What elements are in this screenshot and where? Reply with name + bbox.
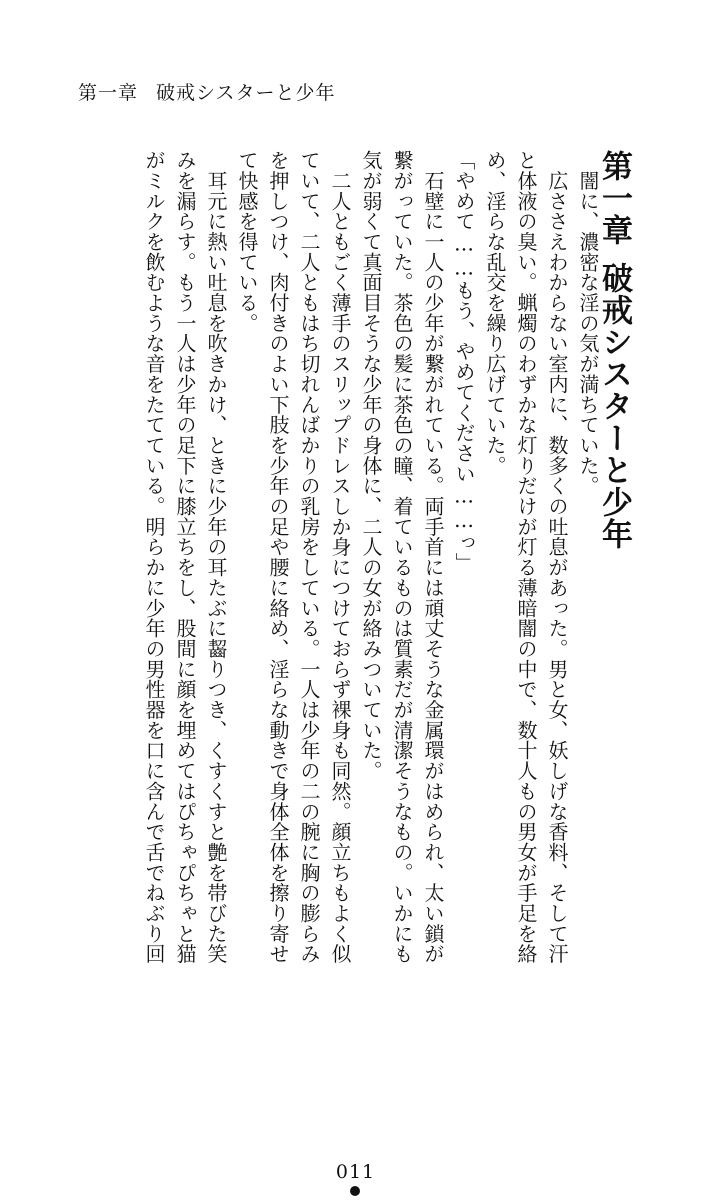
body-line: 「やめて……もう、やめてください……っ」 — [452, 150, 476, 573]
body-line: ていて、二人ともはち切れんばかりの乳房をしている。一人は少年の二の腕に胸の膨らみ — [297, 150, 321, 964]
body-line: と体液の臭い。蝋燭のわずかな灯りだけが灯る薄暗闇の中で、数十人もの男女が手足を絡 — [514, 150, 538, 964]
body-line: みを漏らす。もう一人は少年の足下に膝立ちをし、股間に顔を埋めてはぴちゃぴちゃと猫 — [173, 150, 197, 964]
chapter-title — [596, 150, 632, 550]
running-header-chapter-label: 第一章 — [78, 82, 139, 104]
body-line: 広ささえわからない室内に、数多くの吐息があった。男と女、妖しげな香料、そして汗 — [545, 150, 569, 964]
body-line: 気が弱くて真面目そうな少年の身体に、二人の女が絡みついていた。 — [359, 150, 383, 781]
running-header-chapter-name: 破戒シスターと少年 — [156, 82, 336, 104]
body-line: を押しつけ、肉付きのよい下肢を少年の足や腰に絡め、淫らな動きで身体全体を擦り寄せ — [266, 150, 290, 964]
page-body — [58, 150, 598, 1010]
body-line: 石壁に一人の少年が繋がれている。両手首には頑丈そうな金属環がはめられ、太い鎖が — [421, 150, 445, 964]
body-line: て快感を得ている。 — [235, 150, 259, 334]
page-marker-dot — [350, 1186, 360, 1196]
body-line: 耳元に熱い吐息を吹きかけ、ときに少年の耳たぶに齧りつき、くすくすと艶を帯びた笑 — [204, 150, 228, 964]
chapter-title-name: 破戒シスターと少年 — [596, 262, 632, 550]
body-line: め、淫らな乱交を繰り広げていた。 — [483, 150, 507, 476]
running-header — [78, 78, 335, 105]
body-line: がミルクを飲むような音をたてている。明らかに少年の男性器を口に含んで舌でねぶり回 — [142, 150, 166, 964]
body-line: 繋がっていた。茶色の髪に茶色の瞳、着ているものは質素だが清潔そうなもの。いかにも — [390, 150, 414, 964]
body-line: 闇に、濃密な淫の気が満ちていた。 — [576, 150, 600, 496]
body-line: 二人ともごく薄手のスリップドレスしか身につけておらず裸身も同然。顔立ちもよく似 — [328, 150, 352, 964]
chapter-title-label: 第一章 — [596, 150, 632, 246]
page-number: 011 — [335, 1161, 376, 1183]
